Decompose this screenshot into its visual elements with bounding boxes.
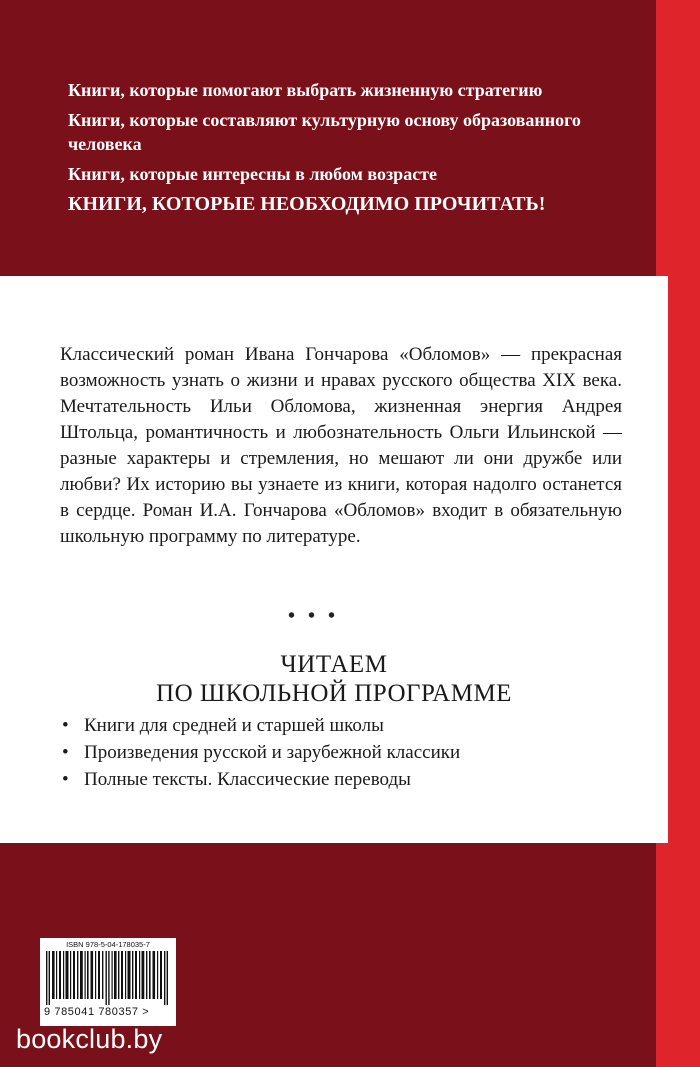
- separator-dots: • • •: [288, 605, 340, 627]
- list-item: • Произведения русской и зарубежной классики: [62, 739, 642, 766]
- site-watermark: bookclub.by: [16, 1024, 163, 1054]
- isbn-label: ISBN 978-5-04-178035-7: [66, 940, 150, 949]
- list-item: • Полные тексты. Классические переводы: [62, 766, 642, 793]
- barcode-icon: [44, 951, 172, 1005]
- tagline-headline: КНИГИ, КОТОРЫЕ НЕОБХОДИМО ПРОЧИТАТЬ!: [68, 193, 546, 215]
- tagline-2: Книги, которые составляют культурную основу образованного человека: [68, 110, 581, 154]
- ean-number: 9 785041 780357 >: [44, 1006, 150, 1018]
- tagline-1: Книги, которые помогают выбрать жизненную стратегию: [68, 80, 543, 100]
- series-title-line-2: ПО ШКОЛЬНОЙ ПРОГРАММЕ: [156, 680, 512, 707]
- tagline-3: Книги, которые интересны в любом возрасте: [68, 164, 438, 184]
- series-features-list: [62, 712, 642, 793]
- list-item: • Книги для средней и старшей школы: [62, 712, 642, 739]
- barcode-box: [40, 938, 176, 1026]
- series-title-line-1: ЧИТАЕМ: [280, 651, 388, 678]
- tagline-block: [68, 78, 628, 222]
- series-title: [0, 650, 668, 708]
- book-description: Классический роман Ивана Гончарова «Обломов» — прекрасная возможность узнать о жизни и нравах русского общества XIX века. Мечтательность Ильи Обломова, жизненная энергия Андрея Штольца, романтичность и любознательность Ольги Ильинской — разные характеры и стремления, но мешают ли они дружбе или любви? Их историю вы узнаете из книги, которая надолго останется в сердце. Роман И.А. Гончарова «Обломов» входит в обязательную школьную программу по литературе.: [60, 344, 622, 547]
